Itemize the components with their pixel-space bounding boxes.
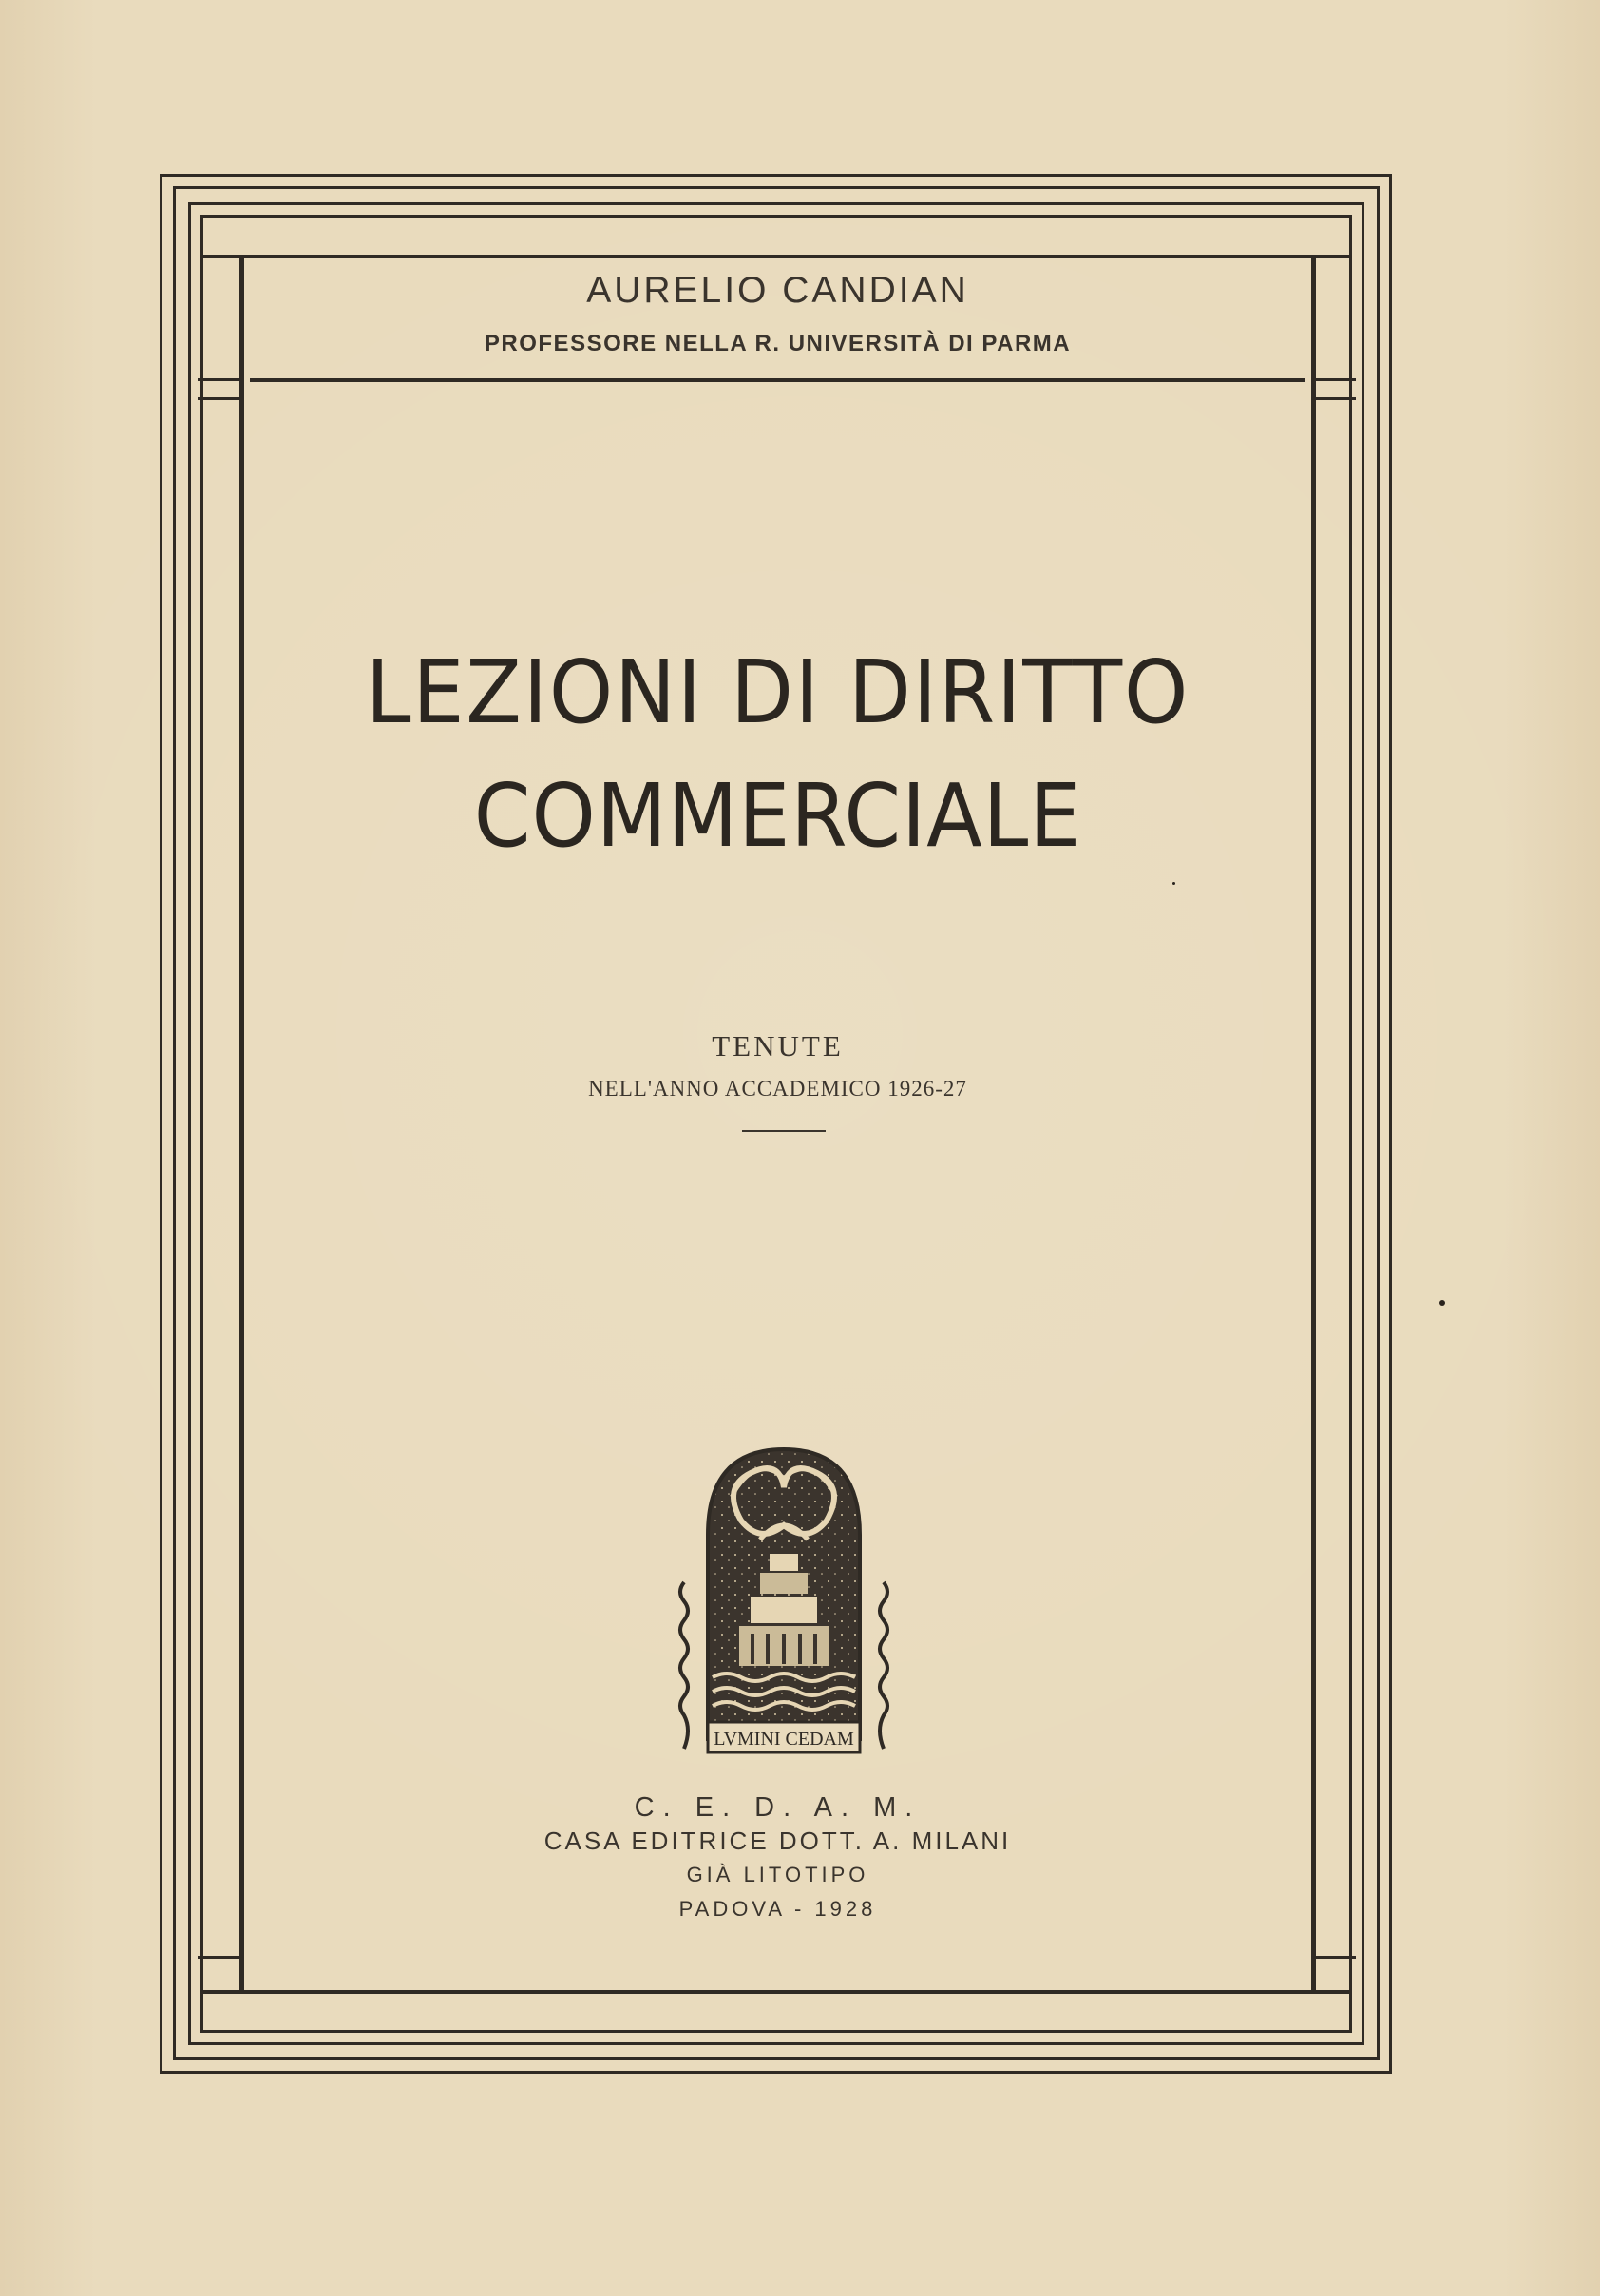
emblem-motto: LVMINI CEDAM	[714, 1729, 854, 1750]
paper-speck	[1439, 1300, 1445, 1306]
header-divider-rule	[250, 378, 1305, 382]
publisher-former-name: GIÀ LITOTIPO	[686, 1863, 869, 1886]
author-name: AURELIO CANDIAN	[586, 270, 969, 311]
publisher-acronym: C. E. D. A. M.	[634, 1792, 922, 1823]
publisher-name: CASA EDITRICE DOTT. A. MILANI	[543, 1827, 1012, 1855]
publication-place-year: PADOVA - 1928	[678, 1897, 877, 1921]
paper-speck	[1172, 882, 1175, 885]
inner-bottom-rule	[200, 1990, 1352, 1994]
subtitle-divider	[742, 1130, 826, 1132]
book-title-line-2: COMMERCIALE	[473, 765, 1082, 867]
lamp-tower-emblem-icon	[665, 1430, 903, 1772]
inner-top-rule	[200, 255, 1352, 258]
inner-left-rule	[239, 257, 244, 1994]
frame-tick-mark	[198, 1956, 239, 1959]
inner-right-rule	[1311, 257, 1316, 1994]
subtitle-line-2: NELL'ANNO ACCADEMICO 1926-27	[588, 1077, 967, 1100]
frame-tick-mark	[198, 397, 239, 400]
frame-tick-mark	[1316, 378, 1356, 381]
frame-tick-mark	[1316, 1956, 1356, 1959]
frame-tick-mark	[198, 378, 239, 381]
subtitle-line-1: TENUTE	[712, 1029, 844, 1062]
book-title-line-1: LEZIONI DI DIRITTO	[365, 641, 1190, 743]
author-role: PROFESSORE NELLA R. UNIVERSITÀ DI PARMA	[484, 331, 1072, 356]
frame-tick-mark	[1316, 397, 1356, 400]
